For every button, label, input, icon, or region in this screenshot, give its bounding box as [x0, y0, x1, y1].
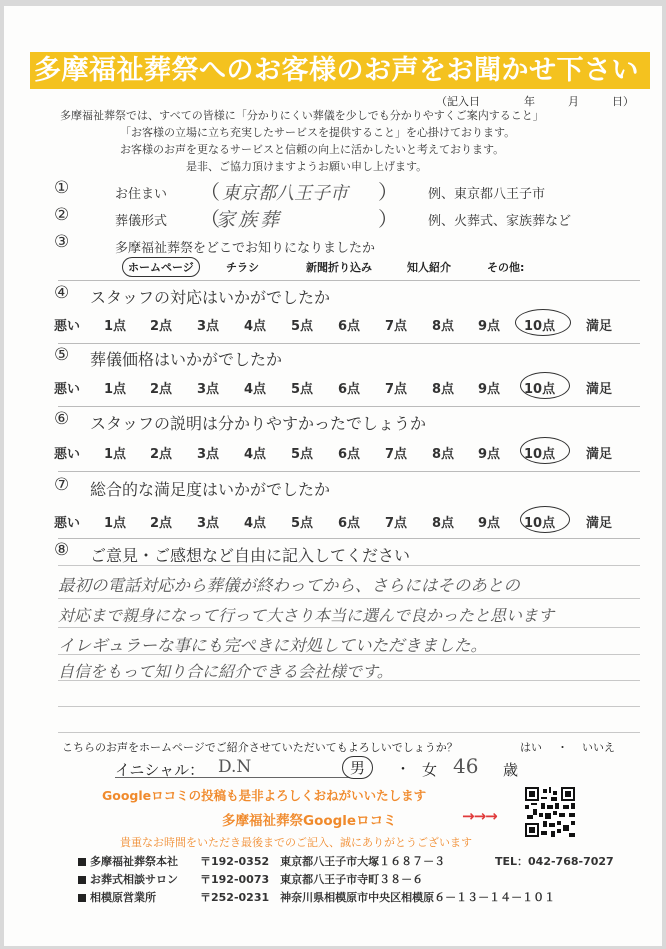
scale-point[interactable]: 4点	[244, 382, 267, 397]
scale-point-selected[interactable]: 10点	[524, 319, 556, 334]
office-name: お葬式相談サロン	[78, 871, 178, 887]
age-value[interactable]: 46	[453, 754, 479, 778]
scale-low: 悪い	[54, 319, 81, 334]
office-address: 〒192-0073 東京都八王子市寺町３８－６	[200, 873, 424, 886]
intro-line: 「お客様の立場に立ち充実したサービスを提供すること」を心掛けております。	[120, 126, 516, 139]
scale-low: 悪い	[54, 516, 81, 531]
q1-close-paren: ）	[378, 180, 398, 204]
q6-question: スタッフの説明は分かりやすかったでしょうか	[90, 414, 427, 433]
scale-point[interactable]: 7点	[385, 516, 408, 531]
scale-point[interactable]: 6点	[338, 382, 361, 397]
scale-point[interactable]: 5点	[291, 447, 314, 462]
scale-point[interactable]: 2点	[150, 319, 173, 334]
comment-rule	[58, 598, 640, 599]
divider	[58, 471, 640, 472]
gender-male[interactable]: 男	[342, 756, 373, 779]
scale-point[interactable]: 6点	[338, 319, 361, 334]
scale-high: 満足	[586, 516, 613, 531]
scale-point[interactable]: 3点	[197, 319, 220, 334]
q5-number: ⑤	[54, 345, 70, 365]
office-name: 相模原営業所	[78, 889, 156, 905]
bullet-square-icon	[78, 894, 86, 902]
q2-open-paren: （	[200, 207, 220, 231]
q5-selection-circle	[520, 372, 570, 399]
q3-option-other[interactable]: その他:	[487, 261, 525, 274]
q7-selection-circle	[520, 506, 570, 533]
divider	[58, 538, 640, 539]
intro-line: 多摩福祉葬祭では、すべての皆様に「分かりにくい葬儀を少しでも分かりやすくご案内すること」	[60, 109, 544, 122]
scale-point[interactable]: 3点	[197, 516, 220, 531]
scale-point[interactable]: 4点	[244, 319, 267, 334]
scale-point[interactable]: 6点	[338, 516, 361, 531]
office-address: 〒192-0352 東京都八王子市大塚１６８７－３	[200, 855, 446, 868]
qr-code-icon[interactable]	[525, 787, 575, 837]
scale-high: 満足	[586, 319, 613, 334]
q2-number: ②	[54, 205, 70, 225]
initial-value[interactable]: D.N	[218, 757, 252, 777]
consent-separator: ・	[557, 741, 568, 754]
scale-point[interactable]: 5点	[291, 319, 314, 334]
scale-point[interactable]: 9点	[478, 319, 501, 334]
scale-point[interactable]: 8点	[432, 382, 455, 397]
q7-number: ⑦	[54, 475, 70, 495]
comment-line-text[interactable]: 最初の電話対応から葬儀が終わってから、さらにはそのあとの	[58, 576, 520, 595]
scale-point[interactable]: 5点	[291, 382, 314, 397]
google-review-link[interactable]: 多摩福祉葬祭Googleロコミ	[222, 813, 397, 829]
scale-point[interactable]: 9点	[478, 516, 501, 531]
q6-selection-circle	[520, 437, 570, 464]
q1-label: お住まい	[115, 187, 168, 202]
q3-option-newspaper[interactable]: 新聞折り込み	[306, 261, 372, 274]
consent-no[interactable]: いいえ	[582, 741, 615, 754]
scale-point[interactable]: 1点	[104, 447, 127, 462]
scale-point[interactable]: 1点	[104, 382, 127, 397]
q3-option-referral[interactable]: 知人紹介	[407, 261, 451, 274]
gender-separator: ・	[396, 762, 410, 778]
scale-point[interactable]: 7点	[385, 382, 408, 397]
q2-close-paren: ）	[378, 207, 398, 231]
initial-underline	[115, 777, 350, 778]
scale-point[interactable]: 4点	[244, 447, 267, 462]
comment-rule	[58, 565, 640, 566]
scale-point-selected[interactable]: 10点	[524, 516, 556, 531]
divider	[58, 280, 640, 281]
gender-female[interactable]: 女	[422, 761, 438, 779]
comment-line-text[interactable]: 自信をもって知り合に紹介できる会社様です。	[58, 662, 393, 681]
date-field[interactable]: （記入日 年 月 日）	[436, 95, 634, 108]
comment-rule	[58, 706, 640, 707]
scale-point[interactable]: 1点	[104, 516, 127, 531]
scale-low: 悪い	[54, 382, 81, 397]
scale-point[interactable]: 8点	[432, 447, 455, 462]
q8-number: ⑧	[54, 540, 70, 560]
q6-number: ⑥	[54, 409, 70, 429]
comment-rule	[58, 732, 640, 733]
scale-point[interactable]: 3点	[197, 382, 220, 397]
scale-point[interactable]: 8点	[432, 319, 455, 334]
q7-question: 総合的な満足度はいかがでしたか	[90, 480, 331, 499]
scale-high: 満足	[586, 447, 613, 462]
arrow-right-icon: →→→	[462, 807, 497, 825]
q3-option-flyer[interactable]: チラシ	[226, 261, 259, 274]
q1-example: 例、東京都八王子市	[428, 187, 546, 202]
thanks-message: 貴重なお時間をいただき最後までのご記入、誠にありがとうございます	[120, 836, 472, 849]
q3-number: ③	[54, 232, 70, 252]
intro-line: お客様のお声を更なるサービスと信頼の向上に活かしたいと考えております。	[120, 143, 505, 156]
google-review-request: Googleロコミの投稿も是非よろしくおねがいいたします	[102, 788, 427, 803]
page-title: 多摩福祉葬祭へのお客様のお声をお聞かせ下さい	[30, 52, 650, 89]
q3-label: 多摩福祉葬祭をどこでお知りになりましたか	[115, 241, 376, 256]
scale-point[interactable]: 3点	[197, 447, 220, 462]
q2-answer[interactable]: 家族葬	[216, 209, 283, 231]
office-tel[interactable]: TEL：042-768-7027	[495, 855, 614, 868]
q8-label: ご意見・ご感想など自由に記入してください	[90, 546, 411, 565]
q4-question: スタッフの対応はいかがでしたか	[90, 288, 331, 307]
scale-point-selected[interactable]: 10点	[524, 447, 556, 462]
scale-point[interactable]: 1点	[104, 319, 127, 334]
scale-point-selected[interactable]: 10点	[524, 382, 556, 397]
scale-point[interactable]: 2点	[150, 516, 173, 531]
scale-point[interactable]: 9点	[478, 382, 501, 397]
q1-number: ①	[54, 178, 70, 198]
scale-point[interactable]: 2点	[150, 382, 173, 397]
scale-point[interactable]: 7点	[385, 319, 408, 334]
q4-number: ④	[54, 283, 70, 303]
q4-selection-circle	[515, 309, 571, 336]
scale-point[interactable]: 7点	[385, 447, 408, 462]
q5-question: 葬儀価格はいかがでしたか	[90, 350, 283, 369]
office-address: 〒252-0231 神奈川県相模原市中央区相模原６－１３－１４－１０１	[200, 891, 556, 904]
scale-point[interactable]: 9点	[478, 447, 501, 462]
age-unit: 歳	[503, 761, 519, 779]
divider	[58, 406, 640, 407]
scale-point[interactable]: 8点	[432, 516, 455, 531]
q2-label: 葬儀形式	[115, 214, 168, 229]
consent-yes[interactable]: はい	[520, 741, 542, 754]
scale-low: 悪い	[54, 447, 81, 462]
bullet-square-icon	[78, 858, 86, 866]
comment-line-text[interactable]: イレギュラーな事にも完ぺきに対処していただきました。	[58, 636, 487, 655]
scale-high: 満足	[586, 382, 613, 397]
comment-rule	[58, 627, 640, 628]
q1-answer[interactable]: 東京都八王子市	[222, 183, 348, 204]
office-name: 多摩福祉葬祭本社	[78, 853, 178, 869]
q2-example: 例、火葬式、家族葬など	[428, 214, 572, 229]
q1-open-paren: （	[200, 180, 220, 204]
scale-point[interactable]: 4点	[244, 516, 267, 531]
initial-label: イニシャル：	[115, 761, 205, 779]
q3-option-homepage[interactable]: ホームページ	[122, 257, 200, 277]
scale-point[interactable]: 6点	[338, 447, 361, 462]
comment-line-text[interactable]: 対応まで親身になって行って大さり本当に選んで良かったと思います	[58, 606, 555, 625]
scale-point[interactable]: 5点	[291, 516, 314, 531]
intro-line: 是非、ご協力頂けますようお願い申し上げます。	[186, 160, 428, 173]
consent-question: こちらのお声をホームページでご紹介させていただいてもよろしいでしょうか？	[62, 741, 458, 754]
bullet-square-icon	[78, 876, 86, 884]
scale-point[interactable]: 2点	[150, 447, 173, 462]
divider	[58, 343, 640, 344]
